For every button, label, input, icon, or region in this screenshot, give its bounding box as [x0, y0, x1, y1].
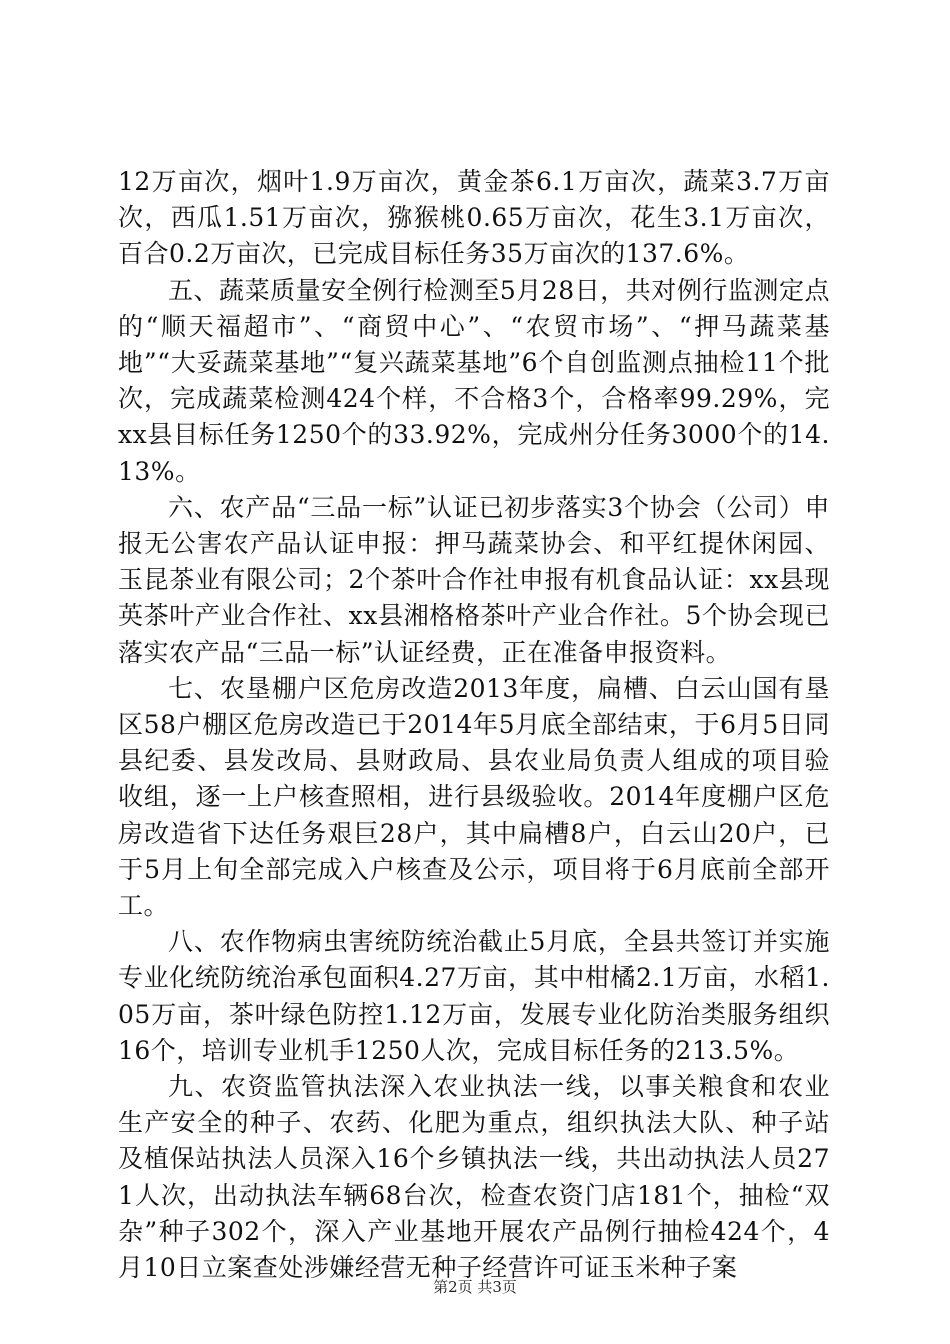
document-body [118, 164, 830, 1286]
paragraph-agricultural-supervision: 九、农资监管执法深入农业执法一线，以事关粮食和农业生产安全的种子、农药、化肥为重点，组织执法大队、种子站及植保站执法人员深入16个乡镇执法一线，共出动执法人员271人次，出动执法车辆68台次，检查农资门店181个，抽检“双杂”种子302个，深入产业基地开展农产品例行抽检424个，4月10日立案查处涉嫌经营无种子经营许可证玉米种子案 [118, 1072, 830, 1283]
paragraph-vegetable-quality-testing: 五、蔬菜质量安全例行检测至5月28日，共对例行监测定点的“顺天福超市”、“商贸中心”、“农贸市场”、“押马蔬菜基地”“大妥蔬菜基地”“复兴蔬菜基地”6个自创监测点抽检11个批次，完成蔬菜检测424个样，不合格3个，合格率99.29%，完xx县目标任务1250个的33.92%，完成州分任务3000个的14.13%。 [118, 275, 830, 486]
paragraph-shantytown-renovation: 七、农垦棚户区危房改造2013年度，扁槽、白云山国有垦区58户棚区危房改造已于2014年5月底全部结束，于6月5日同县纪委、县发改局、县财政局、县农业局负责人组成的项目验收组，逐一上户核查照相，进行县级验收。2014年度棚户区危房改造省下达任务艰巨28户，其中扁槽8户，白云山20户，已于5月上旬全部完成入户核查及公示，项目将于6月底前全部开工。 [118, 673, 830, 921]
paragraph-continuation: 12万亩次，烟叶1.9万亩次，黄金茶6.1万亩次，蔬菜3.7万亩次，西瓜1.51万亩次，猕猴桃0.65万亩次，花生3.1万亩次，百合0.2万亩次，已完成目标任务35万亩次的137.6%。 [118, 167, 830, 269]
paragraph-pest-control: 八、农作物病虫害统防统治截止5月底，全县共签订并实施专业化统防统治承包面积4.27万亩，其中柑橘2.1万亩，水稻1.05万亩，茶叶绿色防控1.12万亩，发展专业化防治类服务组织16个，培训专业机手1250人次，完成目标任务的213.5%。 [118, 927, 830, 1065]
paragraph-product-certification: 六、农产品“三品一标”认证已初步落实3个协会（公司）申报无公害农产品认证申报：押马蔬菜协会、和平红提休闲园、玉昆茶业有限公司；2个茶叶合作社申报有机食品认证：xx县现英茶叶产业合作社、xx县湘格格茶叶产业合作社。5个协会现已落实农产品“三品一标”认证经费，正在准备申报资料。 [118, 492, 830, 667]
page-footer: 第2页 共3页 [433, 1278, 517, 1296]
